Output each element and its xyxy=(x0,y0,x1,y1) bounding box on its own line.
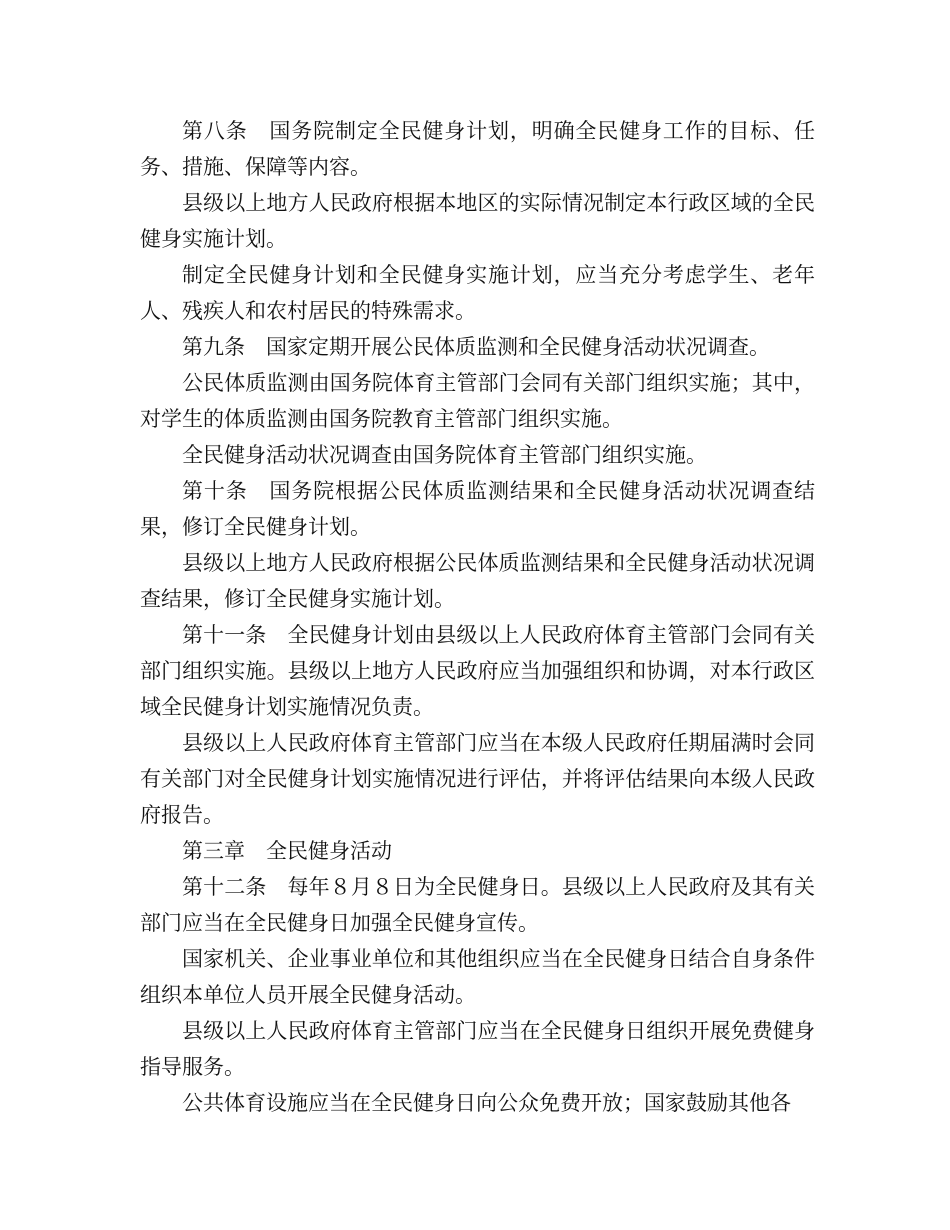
paragraph: 公民体质监测由国务院体育主管部门会同有关部门组织实施；其中，对学生的体质监测由国务院教育主管部门组织实施。 xyxy=(140,371,815,431)
paragraph: 国家机关、企业事业单位和其他组织应当在全民健身日结合自身条件组织本单位人员开展全民健身活动。 xyxy=(140,947,815,1007)
paragraph: 全民健身活动状况调查由国务院体育主管部门组织实施。 xyxy=(182,443,707,467)
document-body xyxy=(140,113,815,1121)
paragraph-article-12: 第十二条 每年８月８日为全民健身日。县级以上人民政府及其有关部门应当在全民健身日加强全民健身宣传。 xyxy=(140,875,815,935)
paragraph-article-8: 第八条 国务院制定全民健身计划，明确全民健身工作的目标、任务、措施、保障等内容。 xyxy=(140,119,815,179)
paragraph-article-9: 第九条 国家定期开展公民体质监测和全民健身活动状况调查。 xyxy=(182,335,770,359)
paragraph-article-11: 第十一条 全民健身计划由县级以上人民政府体育主管部门会同有关部门组织实施。县级以上地方人民政府应当加强组织和协调，对本行政区域全民健身计划实施情况负责。 xyxy=(140,623,815,719)
paragraph: 公共体育设施应当在全民健身日向公众免费开放；国家鼓励其他各 xyxy=(182,1091,791,1115)
paragraph: 县级以上地方人民政府根据本地区的实际情况制定本行政区域的全民健身实施计划。 xyxy=(140,191,815,251)
chapter-heading: 第三章 全民健身活动 xyxy=(182,839,392,863)
paragraph: 县级以上地方人民政府根据公民体质监测结果和全民健身活动状况调查结果，修订全民健身实施计划。 xyxy=(140,551,815,611)
paragraph: 制定全民健身计划和全民健身实施计划，应当充分考虑学生、老年人、残疾人和农村居民的特殊需求。 xyxy=(140,263,815,323)
paragraph: 县级以上人民政府体育主管部门应当在本级人民政府任期届满时会同有关部门对全民健身计划实施情况进行评估，并将评估结果向本级人民政府报告。 xyxy=(140,731,815,827)
paragraph-article-10: 第十条 国务院根据公民体质监测结果和全民健身活动状况调查结果，修订全民健身计划。 xyxy=(140,479,815,539)
paragraph: 县级以上人民政府体育主管部门应当在全民健身日组织开展免费健身指导服务。 xyxy=(140,1019,815,1079)
